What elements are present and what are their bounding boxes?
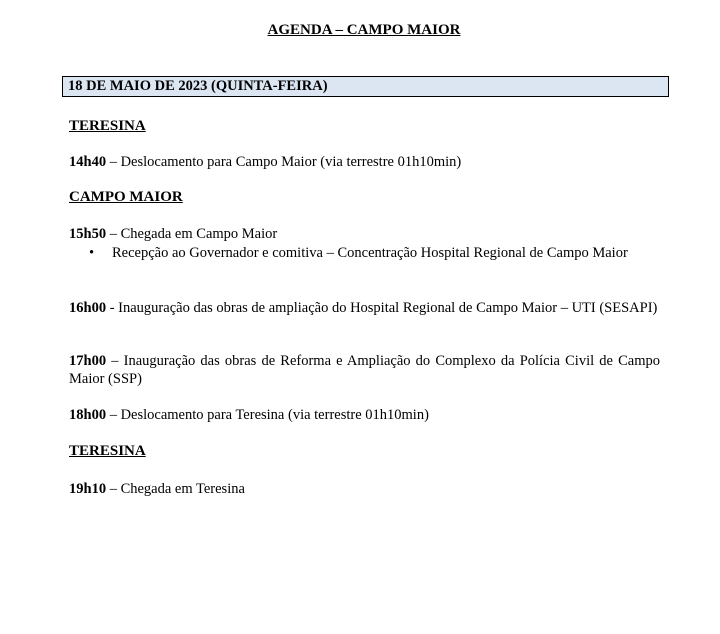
agenda-item-1700 [69, 352, 660, 388]
item-text: Inauguração das obras de Reforma e Ampliação do Complexo da Polícia Civil de Campo Maior (SSP) [69, 353, 660, 387]
bullet-text: Recepção ao Governador e comitiva – Concentração Hospital Regional de Campo Maior [112, 245, 628, 261]
item-text: Chegada em Campo Maior [120, 226, 278, 242]
item-separator: – [106, 353, 124, 369]
item-time: 19h10 [69, 481, 107, 497]
agenda-item-1440 [69, 153, 660, 171]
agenda-item-1600 [69, 299, 660, 317]
item-text: Deslocamento para Teresina (via terrestre 01h10min) [120, 407, 429, 423]
item-separator: – [106, 407, 121, 423]
item-separator: – [106, 154, 121, 170]
agenda-item-1550 [69, 225, 660, 243]
document-title: AGENDA – CAMPO MAIOR [267, 22, 461, 38]
item-time: 18h00 [69, 407, 107, 423]
item-separator: - [106, 300, 119, 316]
item-time: 17h00 [69, 353, 107, 369]
item-time: 14h40 [69, 154, 107, 170]
item-text: Chegada em Teresina [120, 481, 245, 497]
item-text: Deslocamento para Campo Maior (via terrestre 01h10min) [120, 154, 462, 170]
item-time: 16h00 [69, 300, 107, 316]
section-campo-maior: CAMPO MAIOR [69, 189, 183, 205]
section-teresina-arrival: TERESINA [69, 443, 146, 459]
agenda-item-1910 [69, 480, 660, 498]
item-separator: – [106, 481, 121, 497]
date-header: 18 DE MAIO DE 2023 (QUINTA-FEIRA) [62, 76, 669, 97]
bullet-item [89, 245, 660, 262]
item-separator: – [106, 226, 121, 242]
bullet-icon: • [89, 245, 95, 261]
item-time: 15h50 [69, 226, 107, 242]
agenda-item-1800 [69, 406, 660, 424]
section-teresina-departure: TERESINA [69, 118, 146, 134]
item-text: Inauguração das obras de ampliação do Hospital Regional de Campo Maior – UTI (SESAPI) [118, 300, 658, 316]
